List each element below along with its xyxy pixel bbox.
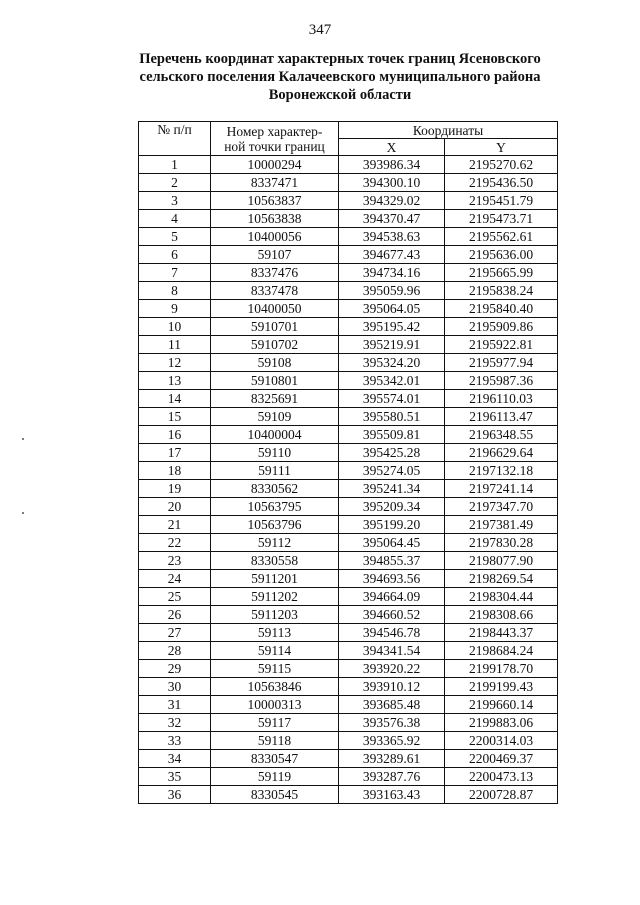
table-row — [139, 210, 558, 228]
point-number-cell: 8325691 — [211, 390, 339, 408]
row-number-cell: 2 — [139, 174, 211, 192]
point-number-cell: 10000313 — [211, 696, 339, 714]
y-coordinate-cell: 2195473.71 — [445, 210, 558, 228]
x-coordinate-cell: 395425.28 — [339, 444, 445, 462]
point-number-cell: 10000294 — [211, 156, 339, 174]
row-number-cell: 9 — [139, 300, 211, 318]
header-coordinates: Координаты — [339, 122, 558, 139]
table-row — [139, 696, 558, 714]
x-coordinate-cell: 395064.45 — [339, 534, 445, 552]
x-coordinate-cell: 394546.78 — [339, 624, 445, 642]
point-number-cell: 5910801 — [211, 372, 339, 390]
row-number-cell: 35 — [139, 768, 211, 786]
x-coordinate-cell: 393910.12 — [339, 678, 445, 696]
row-number-cell: 25 — [139, 588, 211, 606]
point-number-cell: 59111 — [211, 462, 339, 480]
point-number-cell: 59115 — [211, 660, 339, 678]
x-coordinate-cell: 394677.43 — [339, 246, 445, 264]
table-row — [139, 444, 558, 462]
table-row — [139, 624, 558, 642]
scan-speck — [22, 438, 24, 440]
table-row — [139, 246, 558, 264]
row-number-cell: 29 — [139, 660, 211, 678]
x-coordinate-cell: 395059.96 — [339, 282, 445, 300]
header-y: Y — [445, 139, 558, 156]
point-number-cell: 8337471 — [211, 174, 339, 192]
table-row — [139, 354, 558, 372]
y-coordinate-cell: 2200314.03 — [445, 732, 558, 750]
x-coordinate-cell: 395509.81 — [339, 426, 445, 444]
y-coordinate-cell: 2199178.70 — [445, 660, 558, 678]
y-coordinate-cell: 2200473.13 — [445, 768, 558, 786]
x-coordinate-cell: 393289.61 — [339, 750, 445, 768]
y-coordinate-cell: 2197347.70 — [445, 498, 558, 516]
y-coordinate-cell: 2197132.18 — [445, 462, 558, 480]
y-coordinate-cell: 2200728.87 — [445, 786, 558, 804]
x-coordinate-cell: 395195.42 — [339, 318, 445, 336]
point-number-cell: 59114 — [211, 642, 339, 660]
point-number-cell: 59107 — [211, 246, 339, 264]
y-coordinate-cell: 2195987.36 — [445, 372, 558, 390]
x-coordinate-cell: 394329.02 — [339, 192, 445, 210]
y-coordinate-cell: 2195840.40 — [445, 300, 558, 318]
row-number-cell: 6 — [139, 246, 211, 264]
point-number-cell: 59113 — [211, 624, 339, 642]
x-coordinate-cell: 393163.43 — [339, 786, 445, 804]
table-row — [139, 174, 558, 192]
y-coordinate-cell: 2195838.24 — [445, 282, 558, 300]
table-row — [139, 408, 558, 426]
point-number-cell: 5911202 — [211, 588, 339, 606]
table-row — [139, 732, 558, 750]
point-number-cell: 10563838 — [211, 210, 339, 228]
table-row — [139, 678, 558, 696]
point-number-cell: 5911203 — [211, 606, 339, 624]
row-number-cell: 19 — [139, 480, 211, 498]
y-coordinate-cell: 2195270.62 — [445, 156, 558, 174]
table-row — [139, 336, 558, 354]
row-number-cell: 33 — [139, 732, 211, 750]
x-coordinate-cell: 393365.92 — [339, 732, 445, 750]
title-line-1: Перечень координат характерных точек границ Ясеновского — [139, 51, 541, 67]
point-number-cell: 8337478 — [211, 282, 339, 300]
point-number-cell: 8330562 — [211, 480, 339, 498]
x-coordinate-cell: 394300.10 — [339, 174, 445, 192]
y-coordinate-cell: 2200469.37 — [445, 750, 558, 768]
x-coordinate-cell: 395219.91 — [339, 336, 445, 354]
table-row — [139, 282, 558, 300]
point-number-cell: 59119 — [211, 768, 339, 786]
header-point-number-line-2: ной точки границ — [224, 138, 325, 154]
x-coordinate-cell: 394693.56 — [339, 570, 445, 588]
row-number-cell: 20 — [139, 498, 211, 516]
x-coordinate-cell: 395241.34 — [339, 480, 445, 498]
y-coordinate-cell: 2195665.99 — [445, 264, 558, 282]
row-number-cell: 12 — [139, 354, 211, 372]
point-number-cell: 59109 — [211, 408, 339, 426]
y-coordinate-cell: 2195451.79 — [445, 192, 558, 210]
scan-speck — [22, 512, 24, 514]
header-row-number: № п/п — [139, 122, 211, 156]
point-number-cell: 5911201 — [211, 570, 339, 588]
y-coordinate-cell: 2195922.81 — [445, 336, 558, 354]
y-coordinate-cell: 2198304.44 — [445, 588, 558, 606]
table-row — [139, 192, 558, 210]
row-number-cell: 3 — [139, 192, 211, 210]
table-row — [139, 462, 558, 480]
point-number-cell: 8330558 — [211, 552, 339, 570]
row-number-cell: 28 — [139, 642, 211, 660]
x-coordinate-cell: 393920.22 — [339, 660, 445, 678]
row-number-cell: 31 — [139, 696, 211, 714]
page-number: 347 — [308, 22, 332, 38]
table-row — [139, 552, 558, 570]
x-coordinate-cell: 395274.05 — [339, 462, 445, 480]
y-coordinate-cell: 2195977.94 — [445, 354, 558, 372]
row-number-cell: 11 — [139, 336, 211, 354]
table-row — [139, 642, 558, 660]
row-number-cell: 27 — [139, 624, 211, 642]
table-row — [139, 714, 558, 732]
x-coordinate-cell: 395342.01 — [339, 372, 445, 390]
row-number-cell: 21 — [139, 516, 211, 534]
x-coordinate-cell: 393685.48 — [339, 696, 445, 714]
row-number-cell: 4 — [139, 210, 211, 228]
row-number-cell: 18 — [139, 462, 211, 480]
row-number-cell: 10 — [139, 318, 211, 336]
row-number-cell: 15 — [139, 408, 211, 426]
table-row — [139, 750, 558, 768]
row-number-cell: 17 — [139, 444, 211, 462]
row-number-cell: 8 — [139, 282, 211, 300]
point-number-cell: 59108 — [211, 354, 339, 372]
point-number-cell: 10563795 — [211, 498, 339, 516]
point-number-cell: 59110 — [211, 444, 339, 462]
row-number-cell: 16 — [139, 426, 211, 444]
row-number-cell: 32 — [139, 714, 211, 732]
x-coordinate-cell: 394855.37 — [339, 552, 445, 570]
point-number-cell: 8330547 — [211, 750, 339, 768]
table-row — [139, 480, 558, 498]
point-number-cell: 59117 — [211, 714, 339, 732]
row-number-cell: 13 — [139, 372, 211, 390]
y-coordinate-cell: 2197830.28 — [445, 534, 558, 552]
title-line-2: сельского поселения Калачеевского муниципального района — [139, 69, 541, 85]
y-coordinate-cell: 2199660.14 — [445, 696, 558, 714]
x-coordinate-cell: 394370.47 — [339, 210, 445, 228]
y-coordinate-cell: 2198443.37 — [445, 624, 558, 642]
table-row — [139, 660, 558, 678]
document-title — [120, 50, 560, 104]
coordinates-table — [138, 121, 558, 804]
x-coordinate-cell: 394538.63 — [339, 228, 445, 246]
table-row — [139, 606, 558, 624]
table-row — [139, 228, 558, 246]
y-coordinate-cell: 2196113.47 — [445, 408, 558, 426]
y-coordinate-cell: 2195909.86 — [445, 318, 558, 336]
row-number-cell: 23 — [139, 552, 211, 570]
table-row — [139, 516, 558, 534]
x-coordinate-cell: 393576.38 — [339, 714, 445, 732]
table-row — [139, 426, 558, 444]
table-row — [139, 300, 558, 318]
point-number-cell: 8337476 — [211, 264, 339, 282]
y-coordinate-cell: 2198308.66 — [445, 606, 558, 624]
row-number-cell: 22 — [139, 534, 211, 552]
header-point-number — [211, 122, 339, 156]
x-coordinate-cell: 393986.34 — [339, 156, 445, 174]
x-coordinate-cell: 395209.34 — [339, 498, 445, 516]
point-number-cell: 5910702 — [211, 336, 339, 354]
row-number-cell: 26 — [139, 606, 211, 624]
point-number-cell: 10563796 — [211, 516, 339, 534]
x-coordinate-cell: 394660.52 — [339, 606, 445, 624]
row-number-cell: 24 — [139, 570, 211, 588]
y-coordinate-cell: 2196110.03 — [445, 390, 558, 408]
table-row — [139, 318, 558, 336]
table-row — [139, 588, 558, 606]
x-coordinate-cell: 394341.54 — [339, 642, 445, 660]
y-coordinate-cell: 2197381.49 — [445, 516, 558, 534]
y-coordinate-cell: 2195562.61 — [445, 228, 558, 246]
y-coordinate-cell: 2198077.90 — [445, 552, 558, 570]
x-coordinate-cell: 395580.51 — [339, 408, 445, 426]
x-coordinate-cell: 395064.05 — [339, 300, 445, 318]
row-number-cell: 36 — [139, 786, 211, 804]
y-coordinate-cell: 2195436.50 — [445, 174, 558, 192]
point-number-cell: 10563846 — [211, 678, 339, 696]
x-coordinate-cell: 395199.20 — [339, 516, 445, 534]
table-row — [139, 390, 558, 408]
row-number-cell: 7 — [139, 264, 211, 282]
y-coordinate-cell: 2195636.00 — [445, 246, 558, 264]
table-body — [139, 156, 558, 804]
table-row — [139, 372, 558, 390]
x-coordinate-cell: 394734.16 — [339, 264, 445, 282]
row-number-cell: 1 — [139, 156, 211, 174]
table-row — [139, 786, 558, 804]
point-number-cell: 59112 — [211, 534, 339, 552]
row-number-cell: 14 — [139, 390, 211, 408]
table-row — [139, 498, 558, 516]
y-coordinate-cell: 2197241.14 — [445, 480, 558, 498]
x-coordinate-cell: 395574.01 — [339, 390, 445, 408]
point-number-cell: 10400050 — [211, 300, 339, 318]
row-number-cell: 34 — [139, 750, 211, 768]
x-coordinate-cell: 395324.20 — [339, 354, 445, 372]
x-coordinate-cell: 393287.76 — [339, 768, 445, 786]
table-row — [139, 534, 558, 552]
y-coordinate-cell: 2198684.24 — [445, 642, 558, 660]
row-number-cell: 5 — [139, 228, 211, 246]
row-number-cell: 30 — [139, 678, 211, 696]
y-coordinate-cell: 2199199.43 — [445, 678, 558, 696]
table-row — [139, 156, 558, 174]
table-row — [139, 768, 558, 786]
point-number-cell: 59118 — [211, 732, 339, 750]
header-point-number-line-1: Номер характер- — [226, 123, 323, 139]
point-number-cell: 10400004 — [211, 426, 339, 444]
y-coordinate-cell: 2196629.64 — [445, 444, 558, 462]
y-coordinate-cell: 2196348.55 — [445, 426, 558, 444]
title-line-3: Воронежской области — [268, 87, 412, 103]
y-coordinate-cell: 2198269.54 — [445, 570, 558, 588]
point-number-cell: 8330545 — [211, 786, 339, 804]
header-x: X — [339, 139, 445, 156]
point-number-cell: 10563837 — [211, 192, 339, 210]
table-row — [139, 570, 558, 588]
table-row — [139, 264, 558, 282]
x-coordinate-cell: 394664.09 — [339, 588, 445, 606]
y-coordinate-cell: 2199883.06 — [445, 714, 558, 732]
point-number-cell: 10400056 — [211, 228, 339, 246]
point-number-cell: 5910701 — [211, 318, 339, 336]
